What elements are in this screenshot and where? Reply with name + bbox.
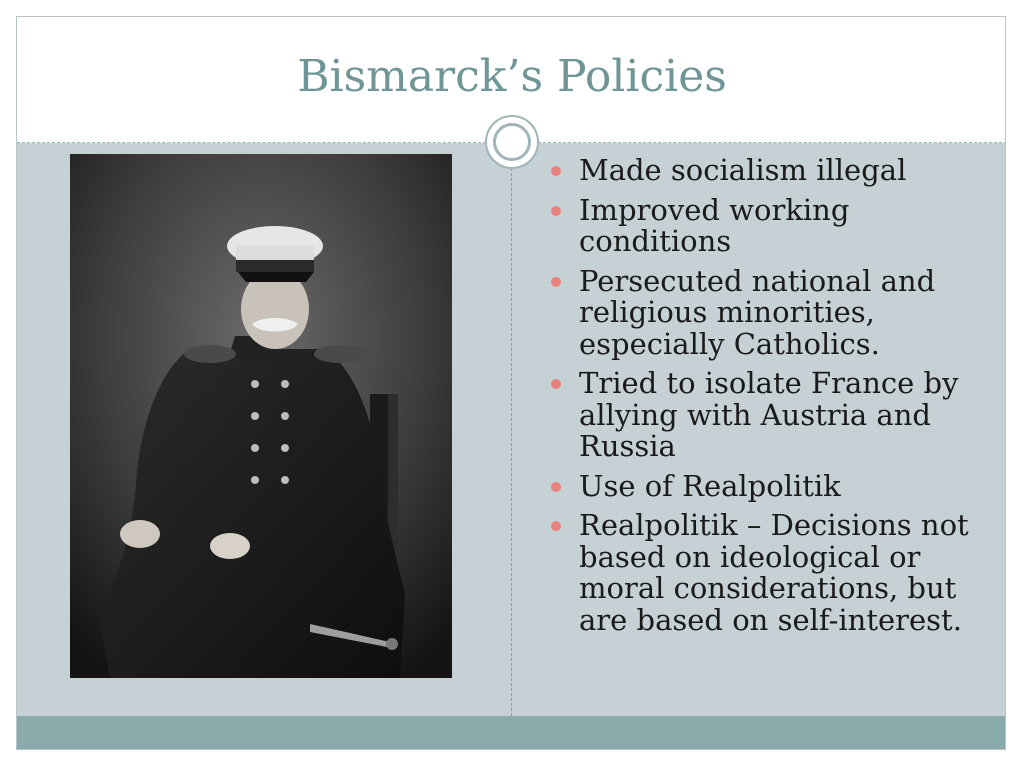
circle-ornament-icon [485,115,539,169]
portrait-photo-icon [70,154,452,678]
bullet-list [547,155,992,644]
bullet-text: Tried to isolate France by allying with Austria and Russia [579,366,959,463]
bullet-dot-icon [551,521,561,531]
bullet-dot-icon [551,206,561,216]
list-item [547,510,992,636]
bullet-text: Use of Realpolitik [579,468,841,503]
bullet-dot-icon [551,277,561,287]
list-item [547,155,992,187]
bullet-text: Improved working conditions [579,192,850,258]
slide-title: Bismarck’s Policies [297,51,727,102]
bullet-text: Realpolitik – Decisions not based on ideological or moral considerations, but are based on self-interest. [579,508,969,637]
list-item [547,368,992,463]
bullet-text: Persecuted national and religious minorities, especially Catholics. [579,263,936,361]
footer-band [17,716,1006,750]
list-item [547,192,992,258]
circle-ornament-inner [493,123,531,161]
list-item [547,263,992,361]
bullet-dot-icon [551,166,561,176]
list-item [547,468,992,503]
bullet-text: Made socialism illegal [579,153,907,187]
column-divider [511,143,512,716]
bullet-dot-icon [551,482,561,492]
slide [16,16,1006,750]
bullet-dot-icon [551,379,561,389]
